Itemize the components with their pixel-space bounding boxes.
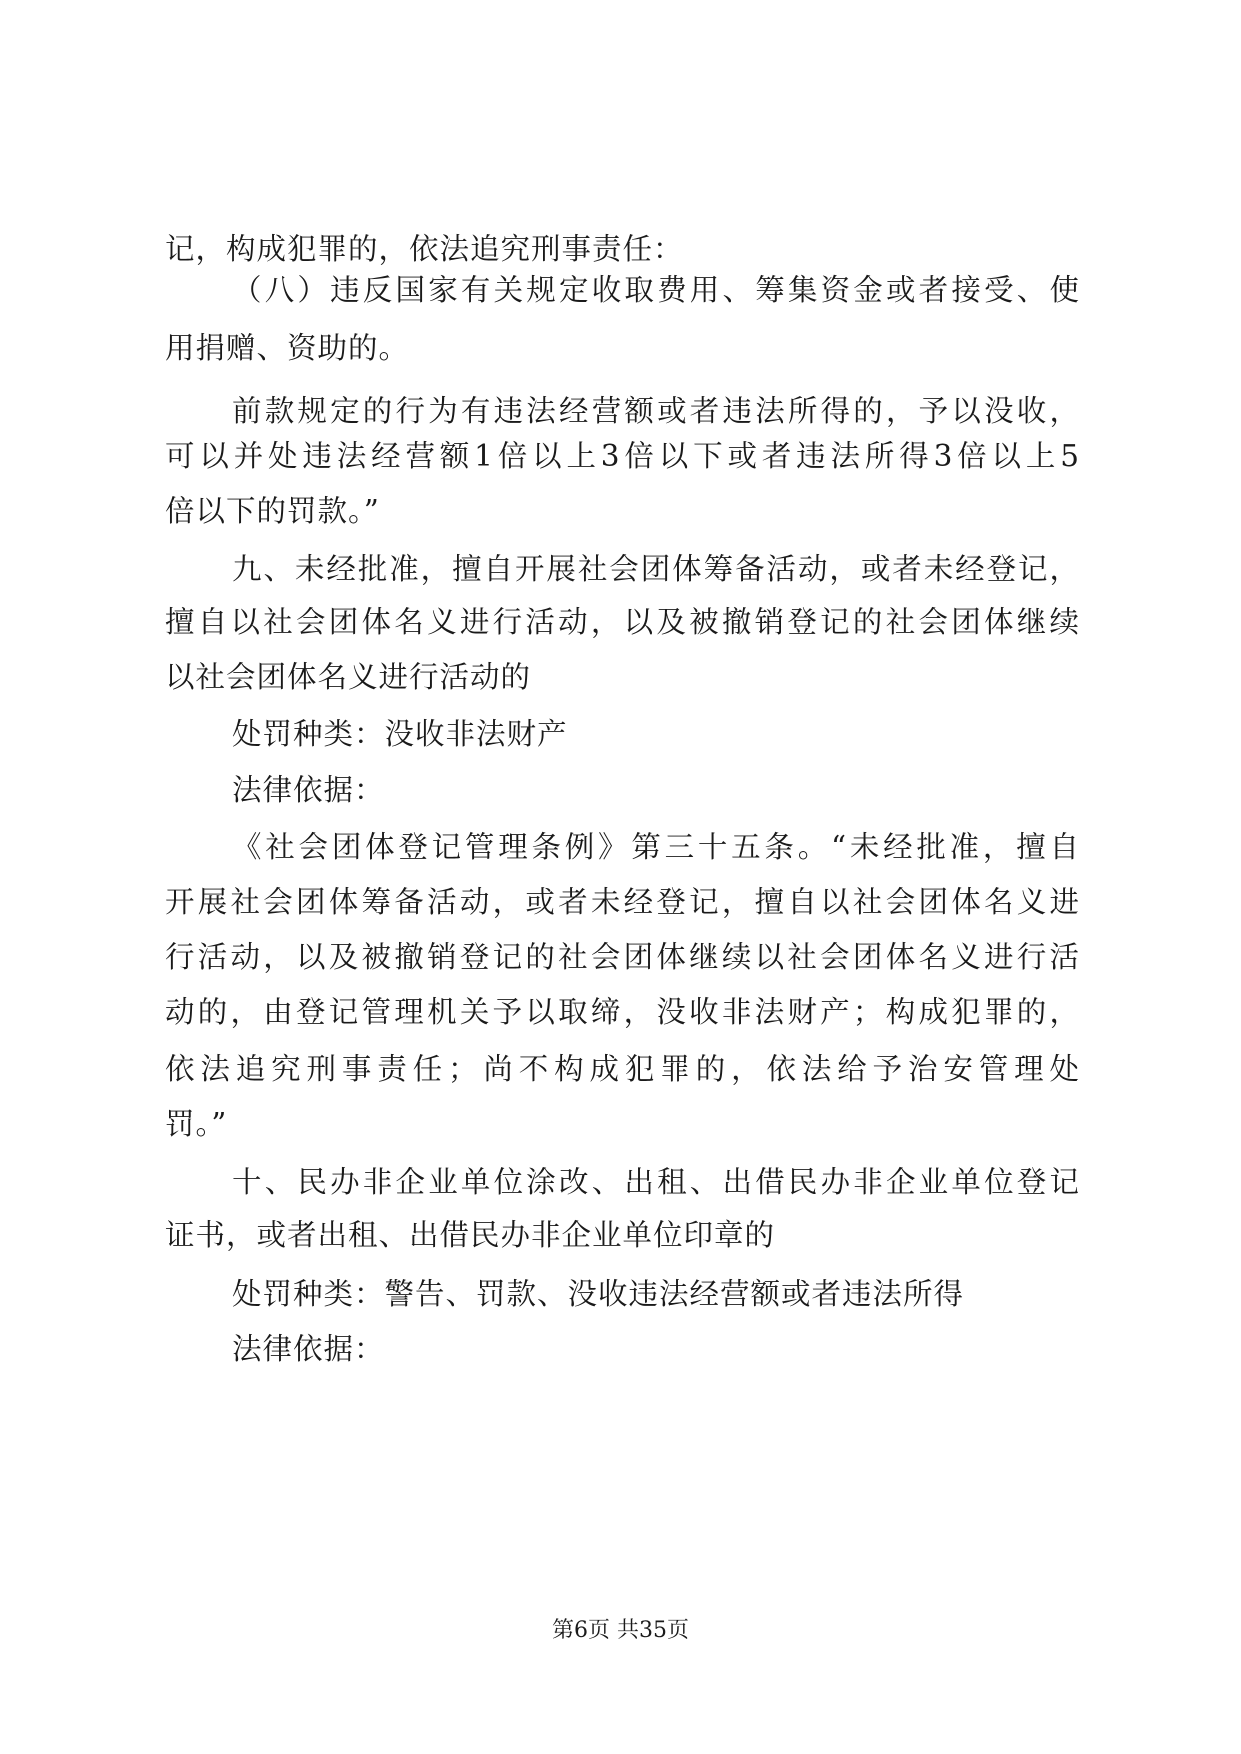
text-line: 十、民办非企业单位涂改、出租、出借民办非企业单位登记 xyxy=(232,1165,1080,1199)
text-line: 擅自以社会团体名义进行活动，以及被撤销登记的社会团体继续 xyxy=(165,605,1080,639)
text-line: 《社会团体登记管理条例》第三十五条。“未经批准，擅自 xyxy=(232,830,1080,864)
text-line: 九、未经批准，擅自开展社会团体筹备活动，或者未经登记， xyxy=(232,552,1080,586)
text-line: 用捐赠、资助的。 xyxy=(165,331,410,365)
text-line: 法律依据： xyxy=(232,773,385,807)
text-line: 前款规定的行为有违法经营额或者违法所得的，予以没收， xyxy=(232,394,1080,428)
text-line: 依法追究刑事责任；尚不构成犯罪的，依法给予治安管理处 xyxy=(165,1052,1080,1086)
text-line: 可以并处违法经营额1倍以上3倍以下或者违法所得3倍以上5 xyxy=(165,439,1080,473)
text-line: 行活动，以及被撤销登记的社会团体继续以社会团体名义进行活 xyxy=(165,940,1080,974)
page-number-footer: 第6页 共35页 xyxy=(552,1618,689,1643)
text-line: 开展社会团体筹备活动，或者未经登记，擅自以社会团体名义进 xyxy=(165,885,1080,919)
text-line: 法律依据： xyxy=(232,1332,385,1366)
text-line: 记，构成犯罪的，依法追究刑事责任： xyxy=(165,232,684,266)
text-line: 动的，由登记管理机关予以取缔，没收非法财产；构成犯罪的， xyxy=(165,995,1080,1029)
text-line: 罚。” xyxy=(165,1107,228,1141)
text-line: 证书，或者出租、出借民办非企业单位印章的 xyxy=(165,1218,776,1252)
text-line: 以社会团体名义进行活动的 xyxy=(165,660,532,694)
text-line: 处罚种类：没收非法财产 xyxy=(232,717,568,751)
text-line: 处罚种类：警告、罚款、没收违法经营额或者违法所得 xyxy=(232,1277,965,1311)
text-line: （八）违反国家有关规定收取费用、筹集资金或者接受、使 xyxy=(232,273,1080,307)
text-line: 倍以下的罚款。” xyxy=(165,494,380,528)
